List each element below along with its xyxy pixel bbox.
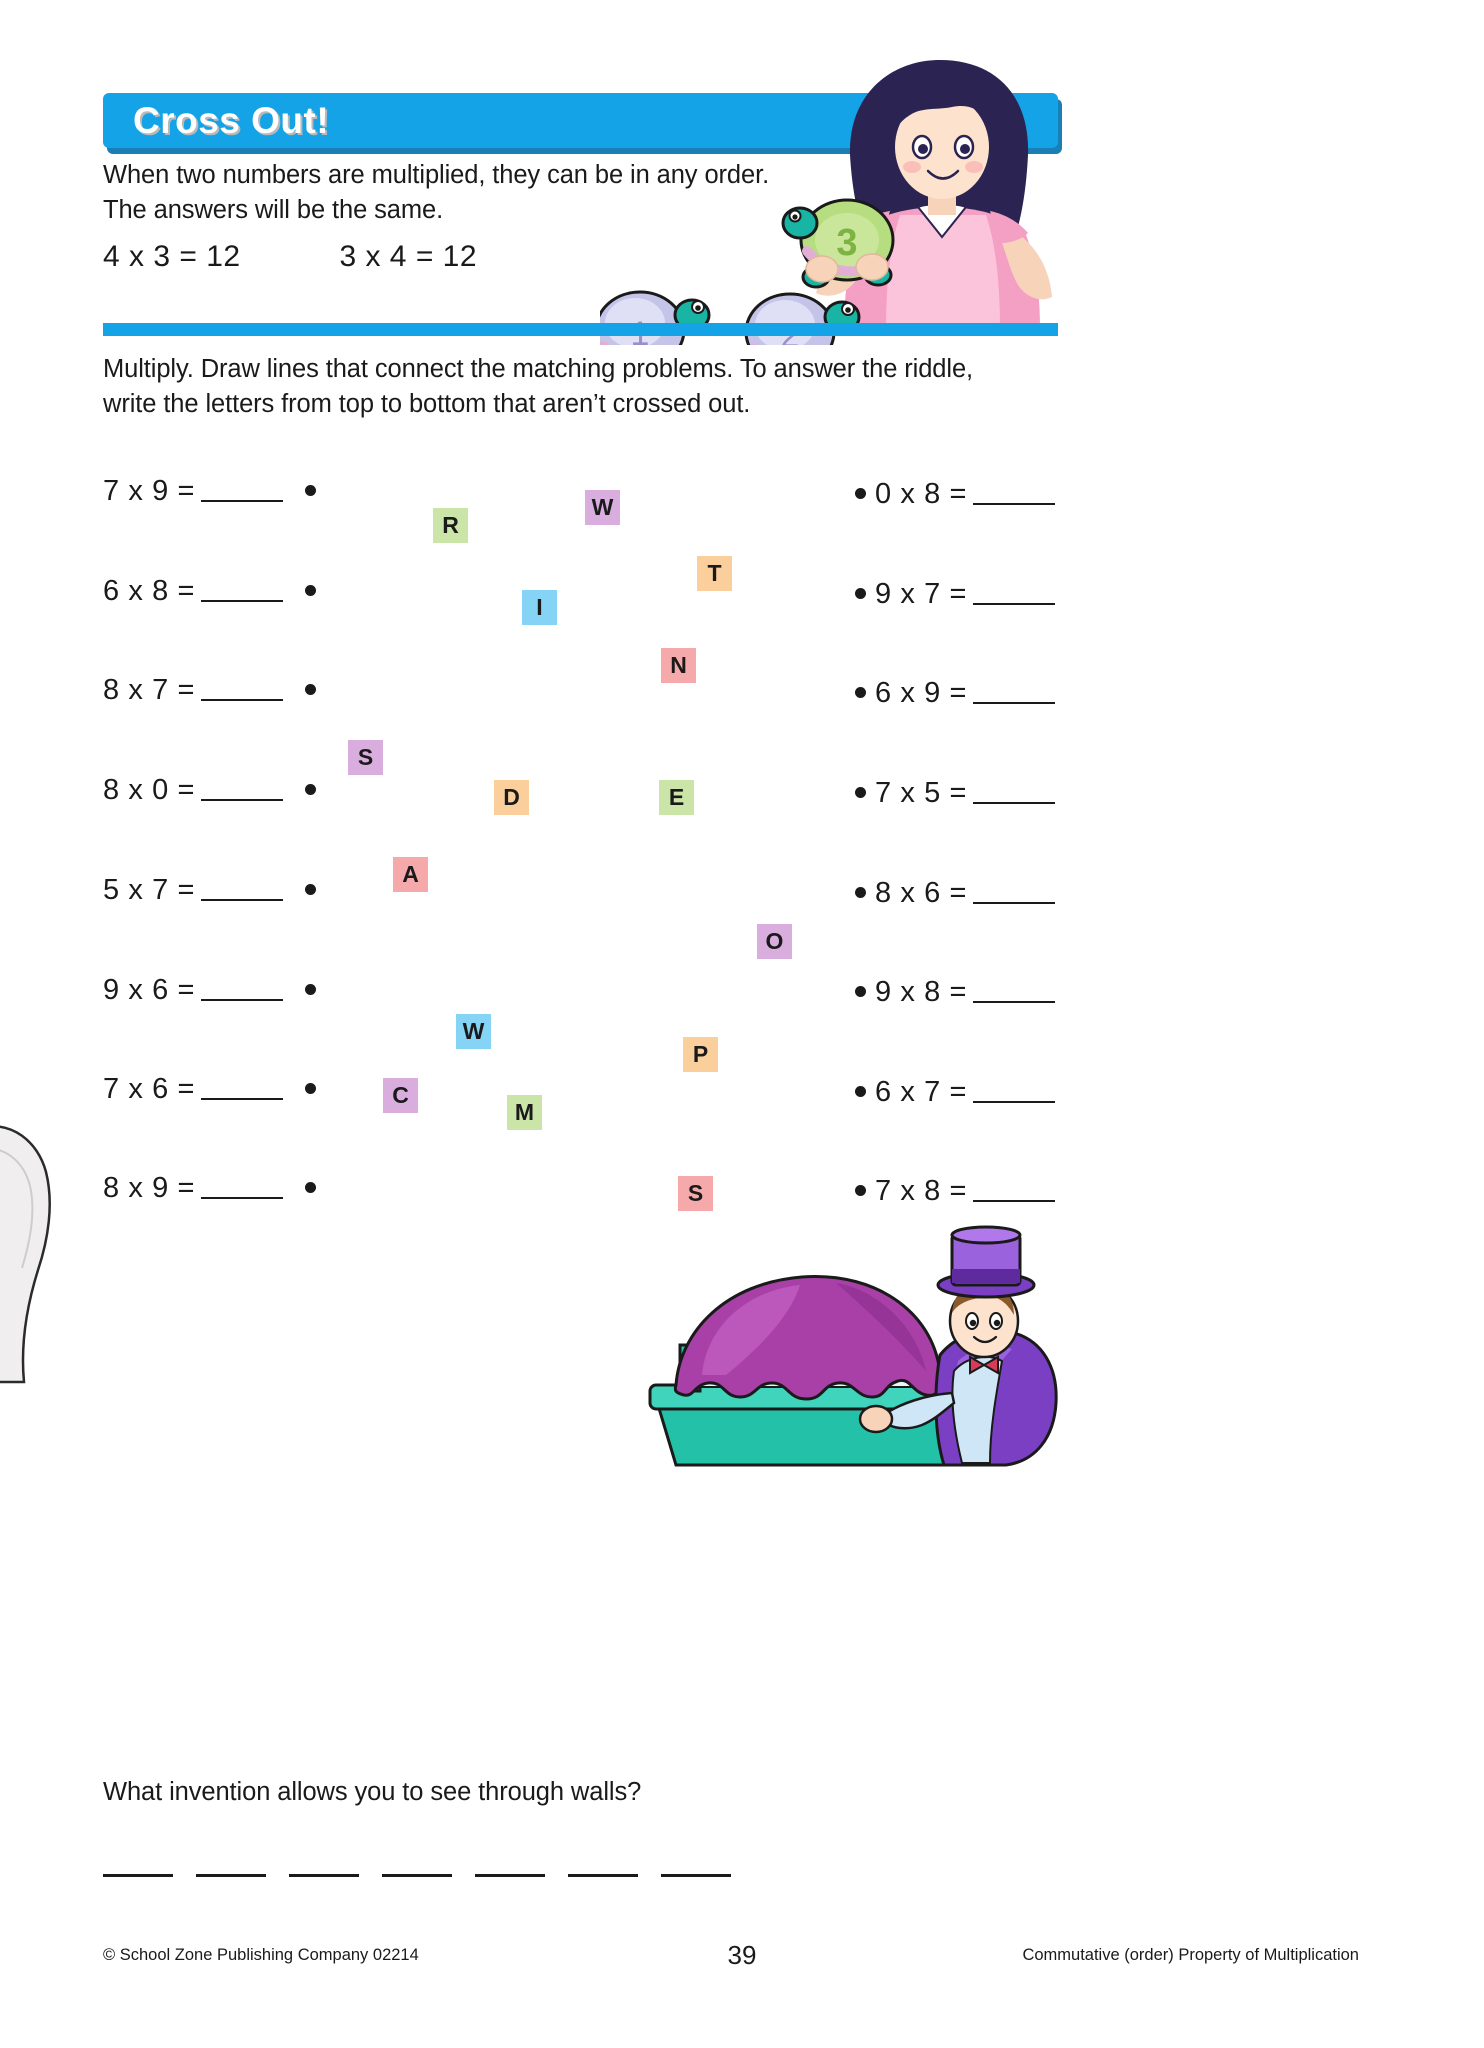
problem-expression: 8 x 6 =: [875, 877, 968, 909]
riddle-answer-blank[interactable]: [661, 1872, 731, 1877]
intro-line-2: The answers will be the same.: [103, 196, 444, 224]
letter-tile[interactable]: E: [659, 780, 694, 815]
section-divider: [103, 323, 1058, 336]
example-equation-1: 4 x 3 = 12: [103, 240, 241, 273]
directions-line-1: Multiply. Draw lines that connect the matching problems. To answer the riddle,: [103, 355, 974, 383]
connector-dot[interactable]: [305, 784, 316, 795]
answer-blank[interactable]: [201, 979, 283, 1001]
connector-dot[interactable]: [855, 986, 866, 997]
problem-expression: 9 x 8 =: [875, 976, 968, 1008]
connector-dot[interactable]: [305, 1182, 316, 1193]
example-equations: [103, 240, 477, 274]
letter-tile[interactable]: I: [522, 590, 557, 625]
connector-dot[interactable]: [855, 1185, 866, 1196]
problem-expression: 8 x 9 =: [103, 1172, 196, 1204]
directions-paragraph: [103, 352, 1063, 422]
right-problem-row: [855, 578, 1059, 611]
letter-tile[interactable]: A: [393, 857, 428, 892]
connector-dot[interactable]: [305, 684, 316, 695]
right-problem-row: [855, 1076, 1059, 1109]
answer-blank[interactable]: [973, 1081, 1055, 1103]
right-problem-row: [855, 677, 1059, 710]
riddle-question: What invention allows you to see through walls?: [103, 1778, 642, 1806]
connector-dot[interactable]: [855, 488, 866, 499]
page-title: Cross Out!: [133, 99, 330, 141]
letter-tile[interactable]: T: [697, 556, 732, 591]
connector-dot[interactable]: [305, 585, 316, 596]
connector-dot[interactable]: [855, 1086, 866, 1097]
letter-tile[interactable]: N: [661, 648, 696, 683]
problem-expression: 8 x 7 =: [103, 674, 196, 706]
intro-line-1: When two numbers are multiplied, they can be in any order.: [103, 161, 770, 189]
left-problem-row: [103, 874, 316, 907]
girl-with-turtles-illustration: [600, 55, 1070, 345]
riddle-answer-blank[interactable]: [196, 1872, 266, 1877]
letter-tile[interactable]: M: [507, 1095, 542, 1130]
left-problem-row: [103, 575, 316, 608]
right-problem-row: [855, 877, 1059, 910]
answer-blank[interactable]: [201, 879, 283, 901]
answer-blank[interactable]: [973, 882, 1055, 904]
left-problem-row: [103, 774, 316, 807]
connector-dot[interactable]: [305, 884, 316, 895]
letter-tile[interactable]: S: [348, 740, 383, 775]
letter-tile[interactable]: C: [383, 1078, 418, 1113]
footer-copyright: © School Zone Publishing Company 02214: [103, 1946, 419, 1964]
left-edge-cloud-illustration: [0, 1110, 60, 1400]
answer-blank[interactable]: [973, 1180, 1055, 1202]
right-problem-row: [855, 1175, 1059, 1208]
answer-blank[interactable]: [973, 483, 1055, 505]
problem-expression: 7 x 8 =: [875, 1175, 968, 1207]
letter-tile[interactable]: O: [757, 924, 792, 959]
letter-tile[interactable]: P: [683, 1037, 718, 1072]
answer-blank[interactable]: [201, 679, 283, 701]
answer-blank[interactable]: [973, 981, 1055, 1003]
letter-tile[interactable]: D: [494, 780, 529, 815]
connector-dot[interactable]: [305, 1083, 316, 1094]
answer-blank[interactable]: [201, 480, 283, 502]
connector-dot[interactable]: [305, 984, 316, 995]
answer-blank[interactable]: [201, 580, 283, 602]
left-problem-row: [103, 1073, 316, 1106]
footer-skill-label: Commutative (order) Property of Multiplication: [1022, 1946, 1359, 1964]
right-problem-row: [855, 777, 1059, 810]
answer-blank[interactable]: [973, 583, 1055, 605]
riddle-answer-blank[interactable]: [475, 1872, 545, 1877]
left-problem-row: [103, 1172, 316, 1205]
answer-blank[interactable]: [201, 1177, 283, 1199]
magician-illustration: [640, 1225, 1070, 1475]
letter-tile[interactable]: S: [678, 1176, 713, 1211]
right-problem-row: [855, 478, 1059, 511]
problem-expression: 6 x 9 =: [875, 677, 968, 709]
connector-dot[interactable]: [855, 787, 866, 798]
answer-blank[interactable]: [201, 1078, 283, 1100]
example-equation-2: 3 x 4 = 12: [339, 240, 478, 273]
problem-expression: 6 x 7 =: [875, 1076, 968, 1108]
connector-dot[interactable]: [855, 687, 866, 698]
left-problem-row: [103, 475, 316, 508]
problem-expression: 7 x 9 =: [103, 475, 196, 507]
svg-text:3: 3: [836, 222, 858, 264]
problem-expression: 5 x 7 =: [103, 874, 196, 906]
riddle-answer-blank[interactable]: [568, 1872, 638, 1877]
riddle-answer-blank[interactable]: [103, 1872, 173, 1877]
answer-blank[interactable]: [973, 782, 1055, 804]
problem-expression: 9 x 7 =: [875, 578, 968, 610]
problem-expression: 0 x 8 =: [875, 478, 968, 510]
problem-expression: 6 x 8 =: [103, 575, 196, 607]
directions-line-2: write the letters from top to bottom that aren’t crossed out.: [103, 390, 751, 418]
right-problem-row: [855, 976, 1059, 1009]
problem-expression: 7 x 6 =: [103, 1073, 196, 1105]
letter-tile[interactable]: R: [433, 508, 468, 543]
letter-tile[interactable]: W: [585, 490, 620, 525]
left-problem-row: [103, 674, 316, 707]
problem-expression: 7 x 5 =: [875, 777, 968, 809]
problem-expression: 8 x 0 =: [103, 774, 196, 806]
riddle-answer-blanks[interactable]: [103, 1872, 731, 1877]
connector-dot[interactable]: [855, 887, 866, 898]
left-problem-row: [103, 974, 316, 1007]
footer-page-number: 39: [727, 1940, 757, 1970]
connector-dot[interactable]: [855, 588, 866, 599]
problem-expression: 9 x 6 =: [103, 974, 196, 1006]
riddle-answer-blank[interactable]: [289, 1872, 359, 1877]
connector-dot[interactable]: [305, 485, 316, 496]
answer-blank[interactable]: [973, 682, 1055, 704]
letter-tile[interactable]: W: [456, 1014, 491, 1049]
answer-blank[interactable]: [201, 779, 283, 801]
riddle-answer-blank[interactable]: [382, 1872, 452, 1877]
